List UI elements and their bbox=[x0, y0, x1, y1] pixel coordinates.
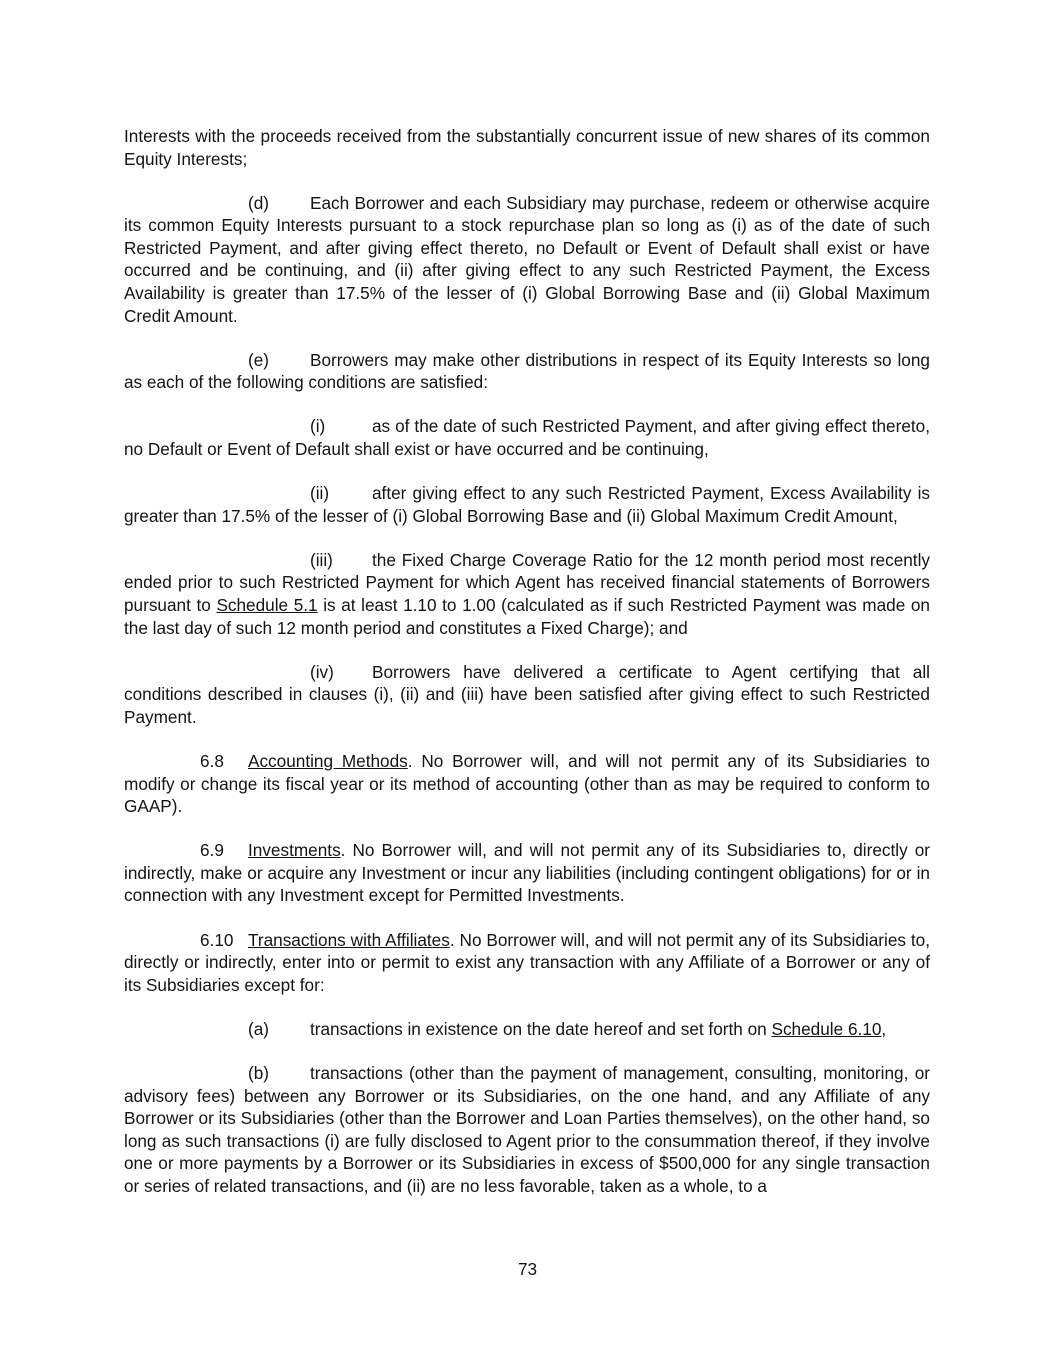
paragraph-continuation: Interests with the proceeds received from the substantially concurrent issue of new shares of its common Equity Interests; bbox=[124, 126, 930, 169]
section-6-9 bbox=[124, 839, 930, 907]
clause-text: , bbox=[881, 1018, 887, 1039]
subclause-text: Borrowers have delivered a certificate to Agent certifying that all conditions described in clauses (i), (ii) and (iii) have been satisfied after giving effect to such Restricted Payment. bbox=[124, 661, 930, 727]
clause-d bbox=[124, 192, 930, 328]
section-6-10 bbox=[124, 929, 930, 997]
section-heading: Investments bbox=[248, 840, 341, 861]
subclause-text: after giving effect to any such Restricted Payment, Excess Availability is greater than 17.5% of the lesser of (i) Global Borrowing Base and (ii) Global Maximum Credit Amount, bbox=[124, 483, 930, 526]
subclause-number: (ii) bbox=[310, 483, 330, 504]
clause-e bbox=[124, 349, 930, 394]
section-number: 6.9 bbox=[200, 840, 224, 861]
subclause-iv bbox=[124, 661, 930, 729]
subclause-number: (i) bbox=[310, 416, 326, 437]
schedule-reference: Schedule 5.1 bbox=[216, 595, 318, 615]
clause-text: transactions (other than the payment of management, consulting, monitoring, or advisory fees) between any Borrower or its Subsidiaries, on the one hand, and any Affiliate of any Borrower or its Subsidiaries (other than the Borrower and Loan Parties themselves), on the other hand, so long as such transactions (i) are fully disclosed to Agent prior to the consummation thereof, if they involve one or more payments by a Borrower or its Subsidiaries in excess of $500,000 for any single transaction or series of related transactions, and (ii) are no less favorable, taken as a whole, to a bbox=[124, 1062, 930, 1196]
clause-text: Each Borrower and each Subsidiary may purchase, redeem or otherwise acquire its common Equity Interests pursuant to a stock repurchase plan so long as (i) as of the date of such Restricted Payment, and after giving effect thereto, no Default or Event of Default shall exist or have occurred and be continuing, and (ii) after giving effect to any such Restricted Payment, the Excess Availability is greater than 17.5% of the lesser of (i) Global Borrowing Base and (ii) Global Maximum Credit Amount. bbox=[124, 192, 930, 326]
subclause-text: is at least 1.10 to 1.00 (calculated as if such Restricted Payment was made on the last day of such 12 month period and constitutes a Fixed Charge); and bbox=[124, 595, 930, 638]
page-number: 73 bbox=[517, 1259, 538, 1279]
section-heading: Accounting Methods bbox=[248, 750, 408, 771]
subclause-text: the Fixed Charge Coverage Ratio for the 12 month period most recently ended prior to such Restricted Payment for which Agent has received financial statements of Borrowers pursuant to bbox=[124, 549, 930, 615]
subclause-text: as of the date of such Restricted Payment, and after giving effect thereto, no Default or Event of Default shall exist or have occurred and be continuing, bbox=[124, 416, 930, 460]
subclause-i bbox=[124, 415, 930, 460]
schedule-reference: Schedule 6.10 bbox=[771, 1018, 882, 1039]
subclause-iii bbox=[124, 549, 930, 639]
section-number: 6.10 bbox=[200, 929, 234, 950]
clause-number: (d) bbox=[248, 192, 270, 213]
section-text: . No Borrower will, and will not permit any of its Subsidiaries to modify or change its fiscal year or its method of accounting (other than as may be required to conform to GAAP). bbox=[124, 750, 930, 817]
clause-a bbox=[124, 1018, 930, 1041]
subclause-ii bbox=[124, 482, 930, 527]
subclause-number: (iii) bbox=[310, 549, 333, 570]
clause-text: Borrowers may make other distributions in respect of its Equity Interests so long as each of the following conditions are satisfied: bbox=[124, 349, 930, 393]
section-6-8 bbox=[124, 750, 930, 818]
clause-b bbox=[124, 1062, 930, 1198]
section-text: . No Borrower will, and will not permit any of its Subsidiaries to, directly or indirectly, enter into or permit to exist any transaction with any Affiliate of a Borrower or any of its Subsidiaries except for: bbox=[124, 929, 930, 995]
clause-number: (e) bbox=[248, 349, 270, 370]
clause-text: transactions in existence on the date hereof and set forth on bbox=[310, 1018, 772, 1039]
section-text: . No Borrower will, and will not permit any of its Subsidiaries to, directly or indirectly, make or acquire any Investment or incur any liabilities (including contingent obligations) for or in connection with any Investment except for Permitted Investments. bbox=[124, 840, 930, 906]
clause-number: (a) bbox=[248, 1018, 270, 1039]
clause-number: (b) bbox=[248, 1062, 270, 1083]
section-heading: Transactions with Affiliates bbox=[248, 929, 450, 950]
document-body bbox=[124, 125, 930, 1219]
subclause-number: (iv) bbox=[310, 661, 334, 682]
section-number: 6.8 bbox=[200, 750, 224, 771]
